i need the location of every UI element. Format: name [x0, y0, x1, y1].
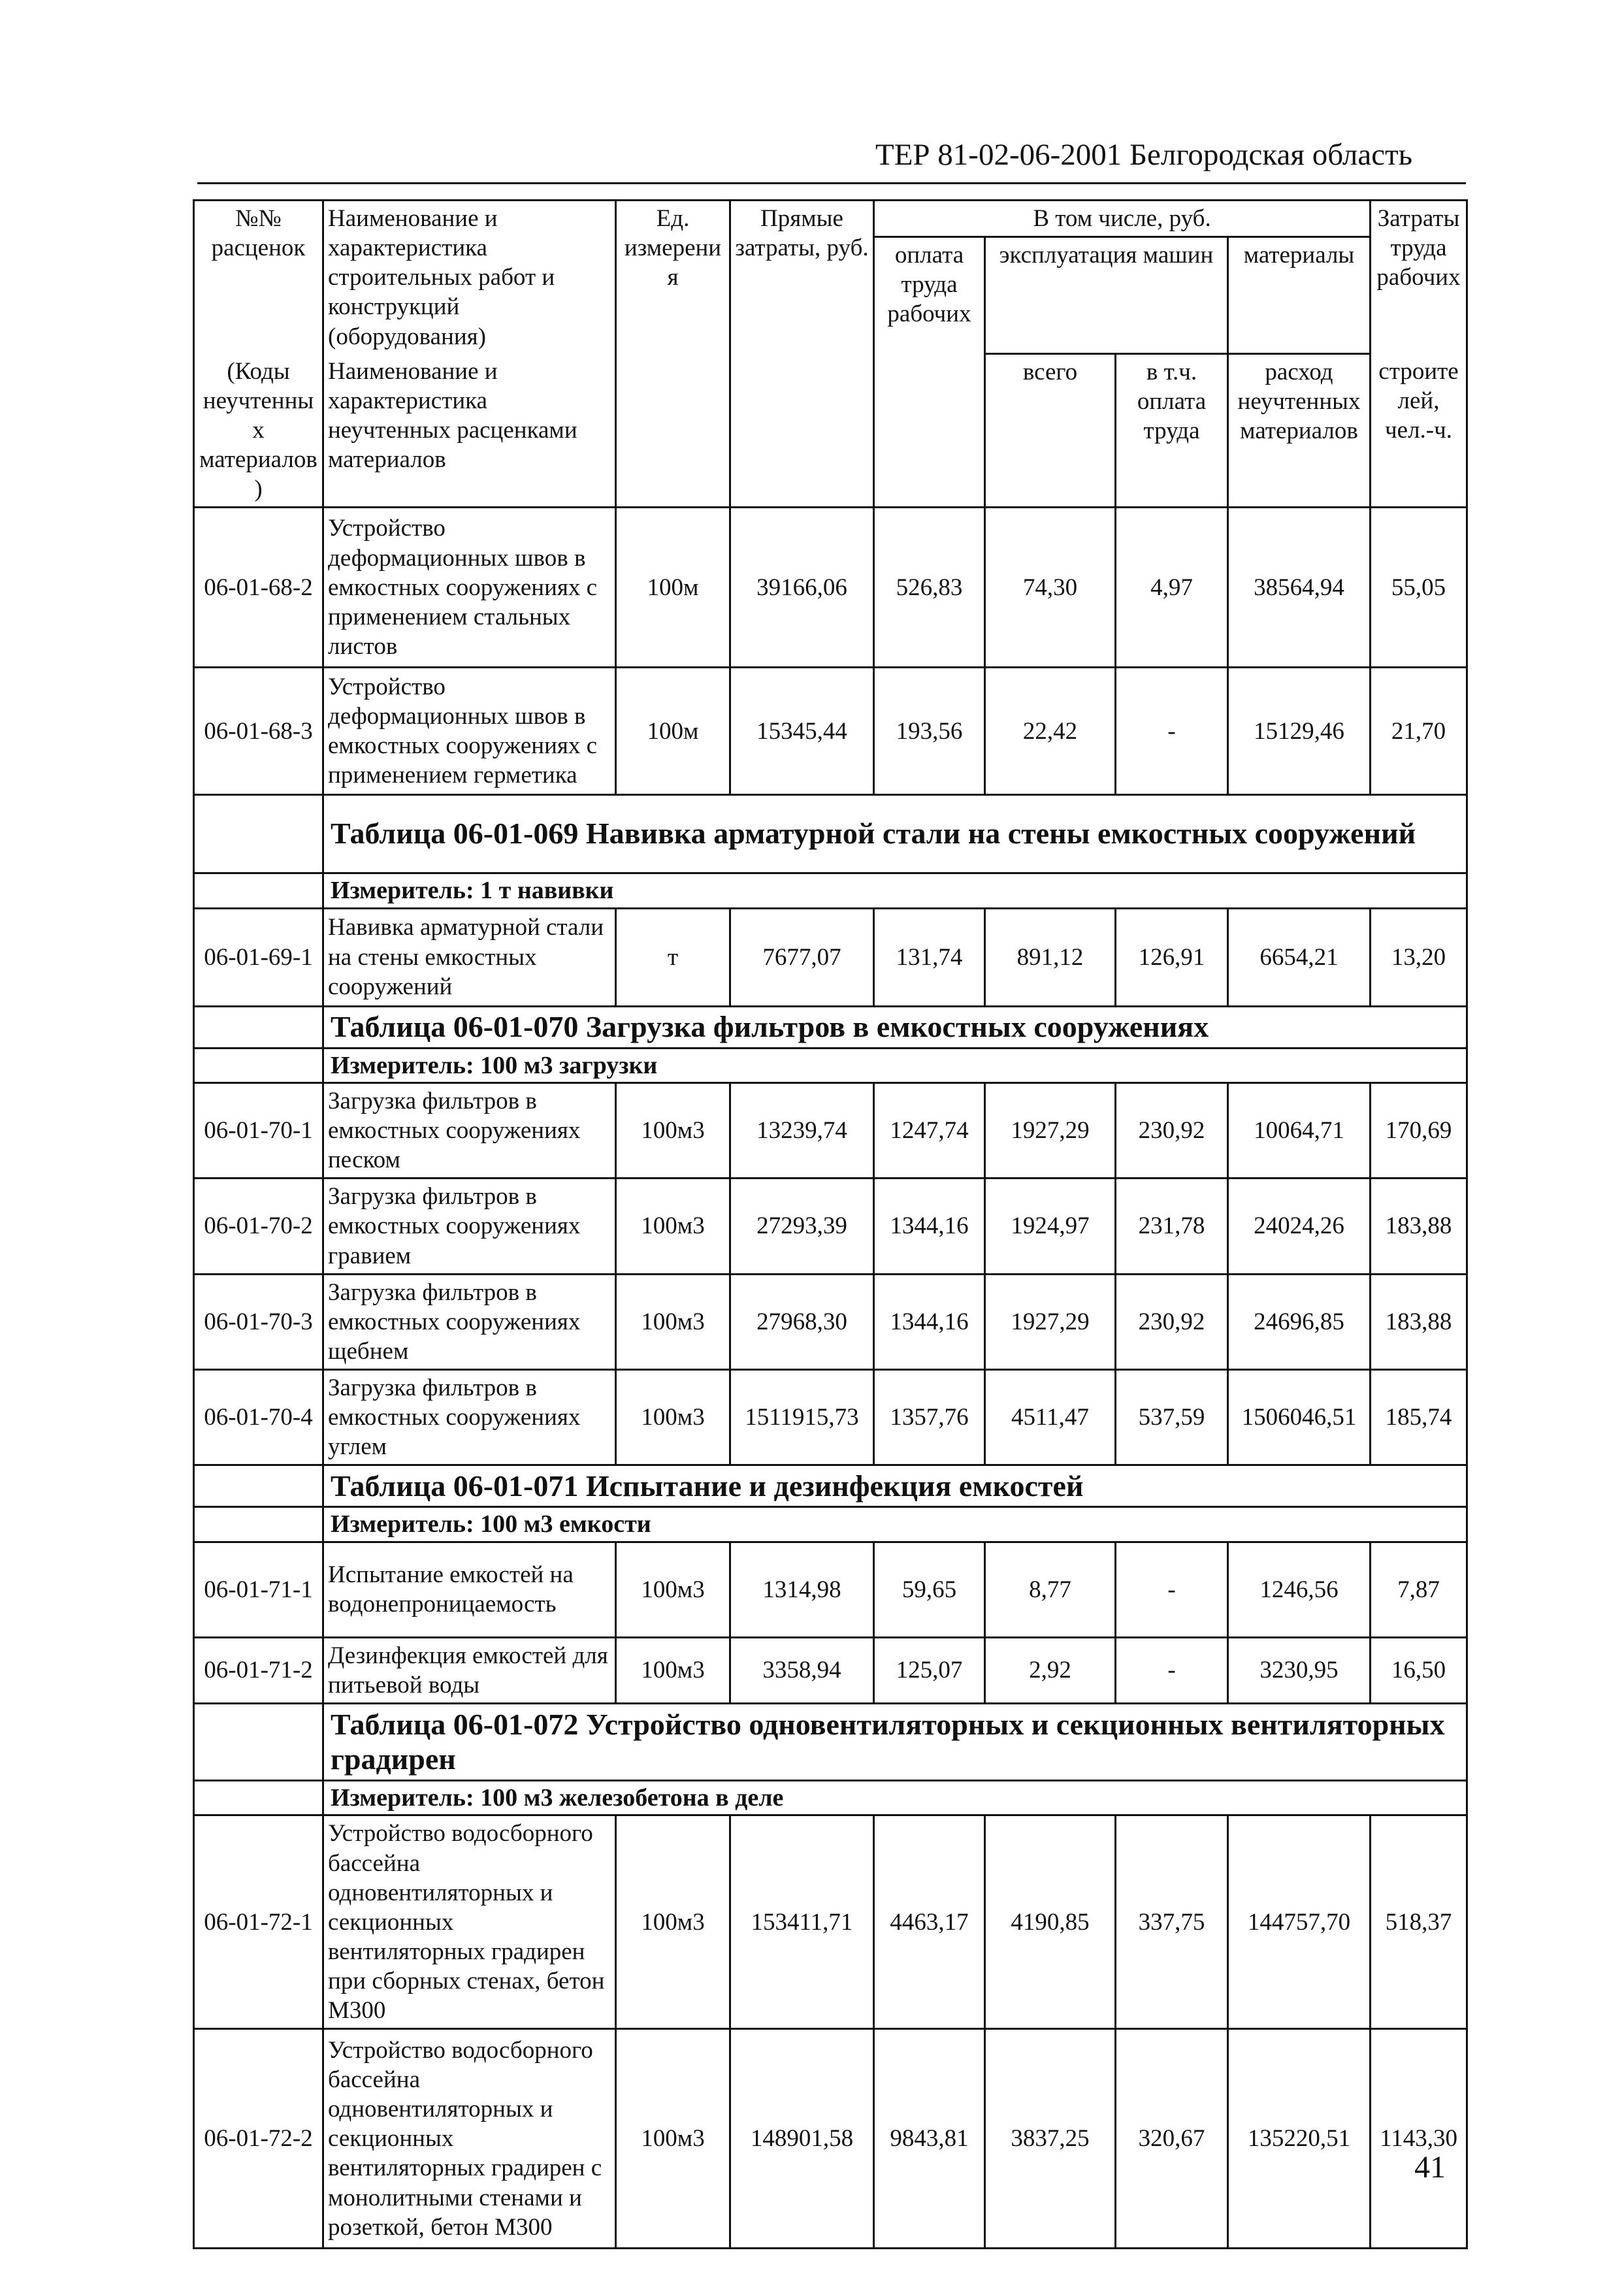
table-row	[194, 1542, 1467, 1637]
page-number: 41	[1414, 2150, 1446, 2185]
row-machines: 1927,29	[985, 1082, 1116, 1178]
page-header: ТЕР 81-02-06-2001 Белгородская область	[875, 138, 1413, 172]
row-name: Дезинфекция емкостей для питьевой воды	[323, 1637, 616, 1703]
row-unit: 100м3	[616, 1542, 730, 1637]
section-measure: Измеритель: 100 м3 загрузки	[323, 1048, 1467, 1082]
section-title: Таблица 06-01-072 Устройство одновентиляторных и секционных вентиляторных градирен	[323, 1704, 1467, 1781]
row-machines: 8,77	[985, 1542, 1116, 1637]
row-materials: 3230,95	[1228, 1637, 1371, 1703]
header-machines: эксплуатация машин	[985, 237, 1228, 354]
row-unit: 100м3	[616, 1637, 730, 1703]
section-title-row	[194, 1006, 1467, 1048]
section-title-row	[194, 1704, 1467, 1781]
row-unit: 100м3	[616, 1815, 730, 2029]
row-labor: 170,69	[1371, 1082, 1467, 1178]
row-name: Устройство деформационных швов в емкостных сооружениях с применением герметика	[323, 668, 616, 795]
row-unit: 100м3	[616, 1082, 730, 1178]
row-code: 06-01-69-1	[194, 908, 323, 1006]
row-pay: 9843,81	[874, 2029, 985, 2249]
row-unit: 100м3	[616, 2029, 730, 2249]
header-labor-units: строителей, чел.-ч.	[1371, 354, 1467, 508]
row-name: Испытание емкостей на водонепроницаемость	[323, 1542, 616, 1637]
header-direct: Прямые затраты, руб.	[730, 201, 874, 508]
row-name: Загрузка фильтров в емкостных сооружениях углем	[323, 1370, 616, 1465]
row-machines-pay: 126,91	[1116, 908, 1228, 1006]
section-measure-row	[194, 1507, 1467, 1542]
header-including: В том числе, руб.	[874, 201, 1371, 237]
row-pay: 59,65	[874, 1542, 985, 1637]
row-pay: 125,07	[874, 1637, 985, 1703]
row-code: 06-01-70-2	[194, 1179, 323, 1274]
row-labor: 183,88	[1371, 1274, 1467, 1369]
row-name: Навивка арматурной стали на стены емкостных сооружений	[323, 908, 616, 1006]
header-code: №№ расценок	[194, 201, 323, 354]
table-row	[194, 2029, 1467, 2249]
row-pay: 1344,16	[874, 1274, 985, 1369]
row-code: 06-01-72-2	[194, 2029, 323, 2249]
row-machines-pay: 337,75	[1116, 1815, 1228, 2029]
section-measure-row	[194, 873, 1467, 908]
row-machines: 2,92	[985, 1637, 1116, 1703]
row-direct: 153411,71	[730, 1815, 874, 2029]
row-unit: 100м3	[616, 1179, 730, 1274]
table-row	[194, 1274, 1467, 1369]
row-machines-pay: 537,59	[1116, 1370, 1228, 1465]
section-measure: Измеритель: 1 т навивки	[323, 873, 1467, 908]
header-material-codes: (Коды неучтенных материалов)	[194, 354, 323, 508]
row-name: Загрузка фильтров в емкостных сооружениях гравием	[323, 1179, 616, 1274]
row-unit: 100м3	[616, 1274, 730, 1369]
header-unit: Ед. измерения	[616, 201, 730, 508]
table-header	[194, 201, 1467, 508]
row-machines-pay: 231,78	[1116, 1179, 1228, 1274]
row-machines: 74,30	[985, 508, 1116, 668]
row-name: Загрузка фильтров в емкостных сооружениях песком	[323, 1082, 616, 1178]
row-machines: 1924,97	[985, 1179, 1116, 1274]
row-code: 06-01-70-4	[194, 1370, 323, 1465]
row-direct: 148901,58	[730, 2029, 874, 2249]
section-measure-row	[194, 1048, 1467, 1082]
row-name: Устройство водосборного бассейна одновентиляторных и секционных вентиляторных градирен при сборных стенах, бетон М300	[323, 1815, 616, 2029]
row-machines: 3837,25	[985, 2029, 1116, 2249]
row-pay: 131,74	[874, 908, 985, 1006]
row-code: 06-01-70-1	[194, 1082, 323, 1178]
row-name: Устройство водосборного бассейна одновентиляторных и секционных вентиляторных градирен с монолитными стенами и розеткой, бетон М300	[323, 2029, 616, 2249]
row-materials: 1246,56	[1228, 1542, 1371, 1637]
row-labor: 21,70	[1371, 668, 1467, 795]
row-unit: 100м3	[616, 1370, 730, 1465]
table-row	[194, 1815, 1467, 2029]
row-labor: 185,74	[1371, 1370, 1467, 1465]
row-direct: 13239,74	[730, 1082, 874, 1178]
row-labor: 1143,30	[1371, 2029, 1467, 2249]
row-machines: 891,12	[985, 908, 1116, 1006]
row-machines: 4190,85	[985, 1815, 1116, 2029]
row-materials: 24024,26	[1228, 1179, 1371, 1274]
header-pay: оплата труда рабочих	[874, 237, 985, 508]
table-row	[194, 508, 1467, 668]
table-row	[194, 1179, 1467, 1274]
row-machines-pay: 320,67	[1116, 2029, 1228, 2249]
table-row	[194, 1370, 1467, 1465]
section-title-row	[194, 1465, 1467, 1507]
row-unit: т	[616, 908, 730, 1006]
row-labor: 183,88	[1371, 1179, 1467, 1274]
header-machines-pay: в т.ч. оплата труда	[1116, 354, 1228, 508]
row-machines-pay: -	[1116, 668, 1228, 795]
row-name: Устройство деформационных швов в емкостных сооружениях с применением стальных листов	[323, 508, 616, 668]
row-pay: 526,83	[874, 508, 985, 668]
table-row	[194, 1637, 1467, 1703]
section-measure: Измеритель: 100 м3 емкости	[323, 1507, 1467, 1542]
row-direct: 1511915,73	[730, 1370, 874, 1465]
row-pay: 1247,74	[874, 1082, 985, 1178]
row-labor: 16,50	[1371, 1637, 1467, 1703]
header-divider	[197, 182, 1466, 184]
row-direct: 15345,44	[730, 668, 874, 795]
row-labor: 7,87	[1371, 1542, 1467, 1637]
row-machines-pay: 4,97	[1116, 508, 1228, 668]
row-labor: 518,37	[1371, 1815, 1467, 2029]
row-code: 06-01-72-1	[194, 1815, 323, 2029]
row-code: 06-01-71-2	[194, 1637, 323, 1703]
row-materials: 38564,94	[1228, 508, 1371, 668]
row-machines: 4511,47	[985, 1370, 1116, 1465]
row-pay: 1357,76	[874, 1370, 985, 1465]
row-labor: 13,20	[1371, 908, 1467, 1006]
row-materials: 10064,71	[1228, 1082, 1371, 1178]
row-machines: 22,42	[985, 668, 1116, 795]
section-title: Таблица 06-01-071 Испытание и дезинфекция емкостей	[323, 1465, 1467, 1507]
row-direct: 7677,07	[730, 908, 874, 1006]
row-direct: 39166,06	[730, 508, 874, 668]
row-pay: 4463,17	[874, 1815, 985, 2029]
header-materials: материалы	[1228, 237, 1371, 354]
price-table	[193, 199, 1468, 2249]
row-pay: 1344,16	[874, 1179, 985, 1274]
row-materials: 15129,46	[1228, 668, 1371, 795]
row-direct: 27293,39	[730, 1179, 874, 1274]
header-materials-consumption: расход неучтенных материалов	[1228, 354, 1371, 508]
section-title: Таблица 06-01-069 Навивка арматурной стали на стены емкостных сооружений	[323, 795, 1467, 873]
row-materials: 24696,85	[1228, 1274, 1371, 1369]
row-machines-pay: -	[1116, 1637, 1228, 1703]
row-unit: 100м	[616, 668, 730, 795]
row-code: 06-01-68-2	[194, 508, 323, 668]
row-machines-pay: 230,92	[1116, 1082, 1228, 1178]
row-pay: 193,56	[874, 668, 985, 795]
header-materials-name: Наименование и характеристика неучтенных расценками материалов	[323, 354, 616, 508]
table-row	[194, 908, 1467, 1006]
section-measure-row	[194, 1781, 1467, 1815]
row-machines-pay: 230,92	[1116, 1274, 1228, 1369]
row-materials: 144757,70	[1228, 1815, 1371, 2029]
table-row	[194, 1082, 1467, 1178]
row-code: 06-01-70-3	[194, 1274, 323, 1369]
row-direct: 27968,30	[730, 1274, 874, 1369]
row-unit: 100м	[616, 508, 730, 668]
section-measure: Измеритель: 100 м3 железобетона в деле	[323, 1781, 1467, 1815]
row-materials: 6654,21	[1228, 908, 1371, 1006]
row-code: 06-01-71-1	[194, 1542, 323, 1637]
row-direct: 3358,94	[730, 1637, 874, 1703]
row-machines-pay: -	[1116, 1542, 1228, 1637]
row-materials: 1506046,51	[1228, 1370, 1371, 1465]
header-labor: Затраты труда рабочих	[1371, 201, 1467, 354]
row-machines: 1927,29	[985, 1274, 1116, 1369]
row-materials: 135220,51	[1228, 2029, 1371, 2249]
row-direct: 1314,98	[730, 1542, 874, 1637]
row-labor: 55,05	[1371, 508, 1467, 668]
header-machines-total: всего	[985, 354, 1116, 508]
header-name: Наименование и характеристика строительных работ и конструкций (оборудования)	[323, 201, 616, 354]
row-name: Загрузка фильтров в емкостных сооружениях щебнем	[323, 1274, 616, 1369]
row-code: 06-01-68-3	[194, 668, 323, 795]
section-title-row	[194, 795, 1467, 873]
table-row	[194, 668, 1467, 795]
section-title: Таблица 06-01-070 Загрузка фильтров в емкостных сооружениях	[323, 1006, 1467, 1048]
